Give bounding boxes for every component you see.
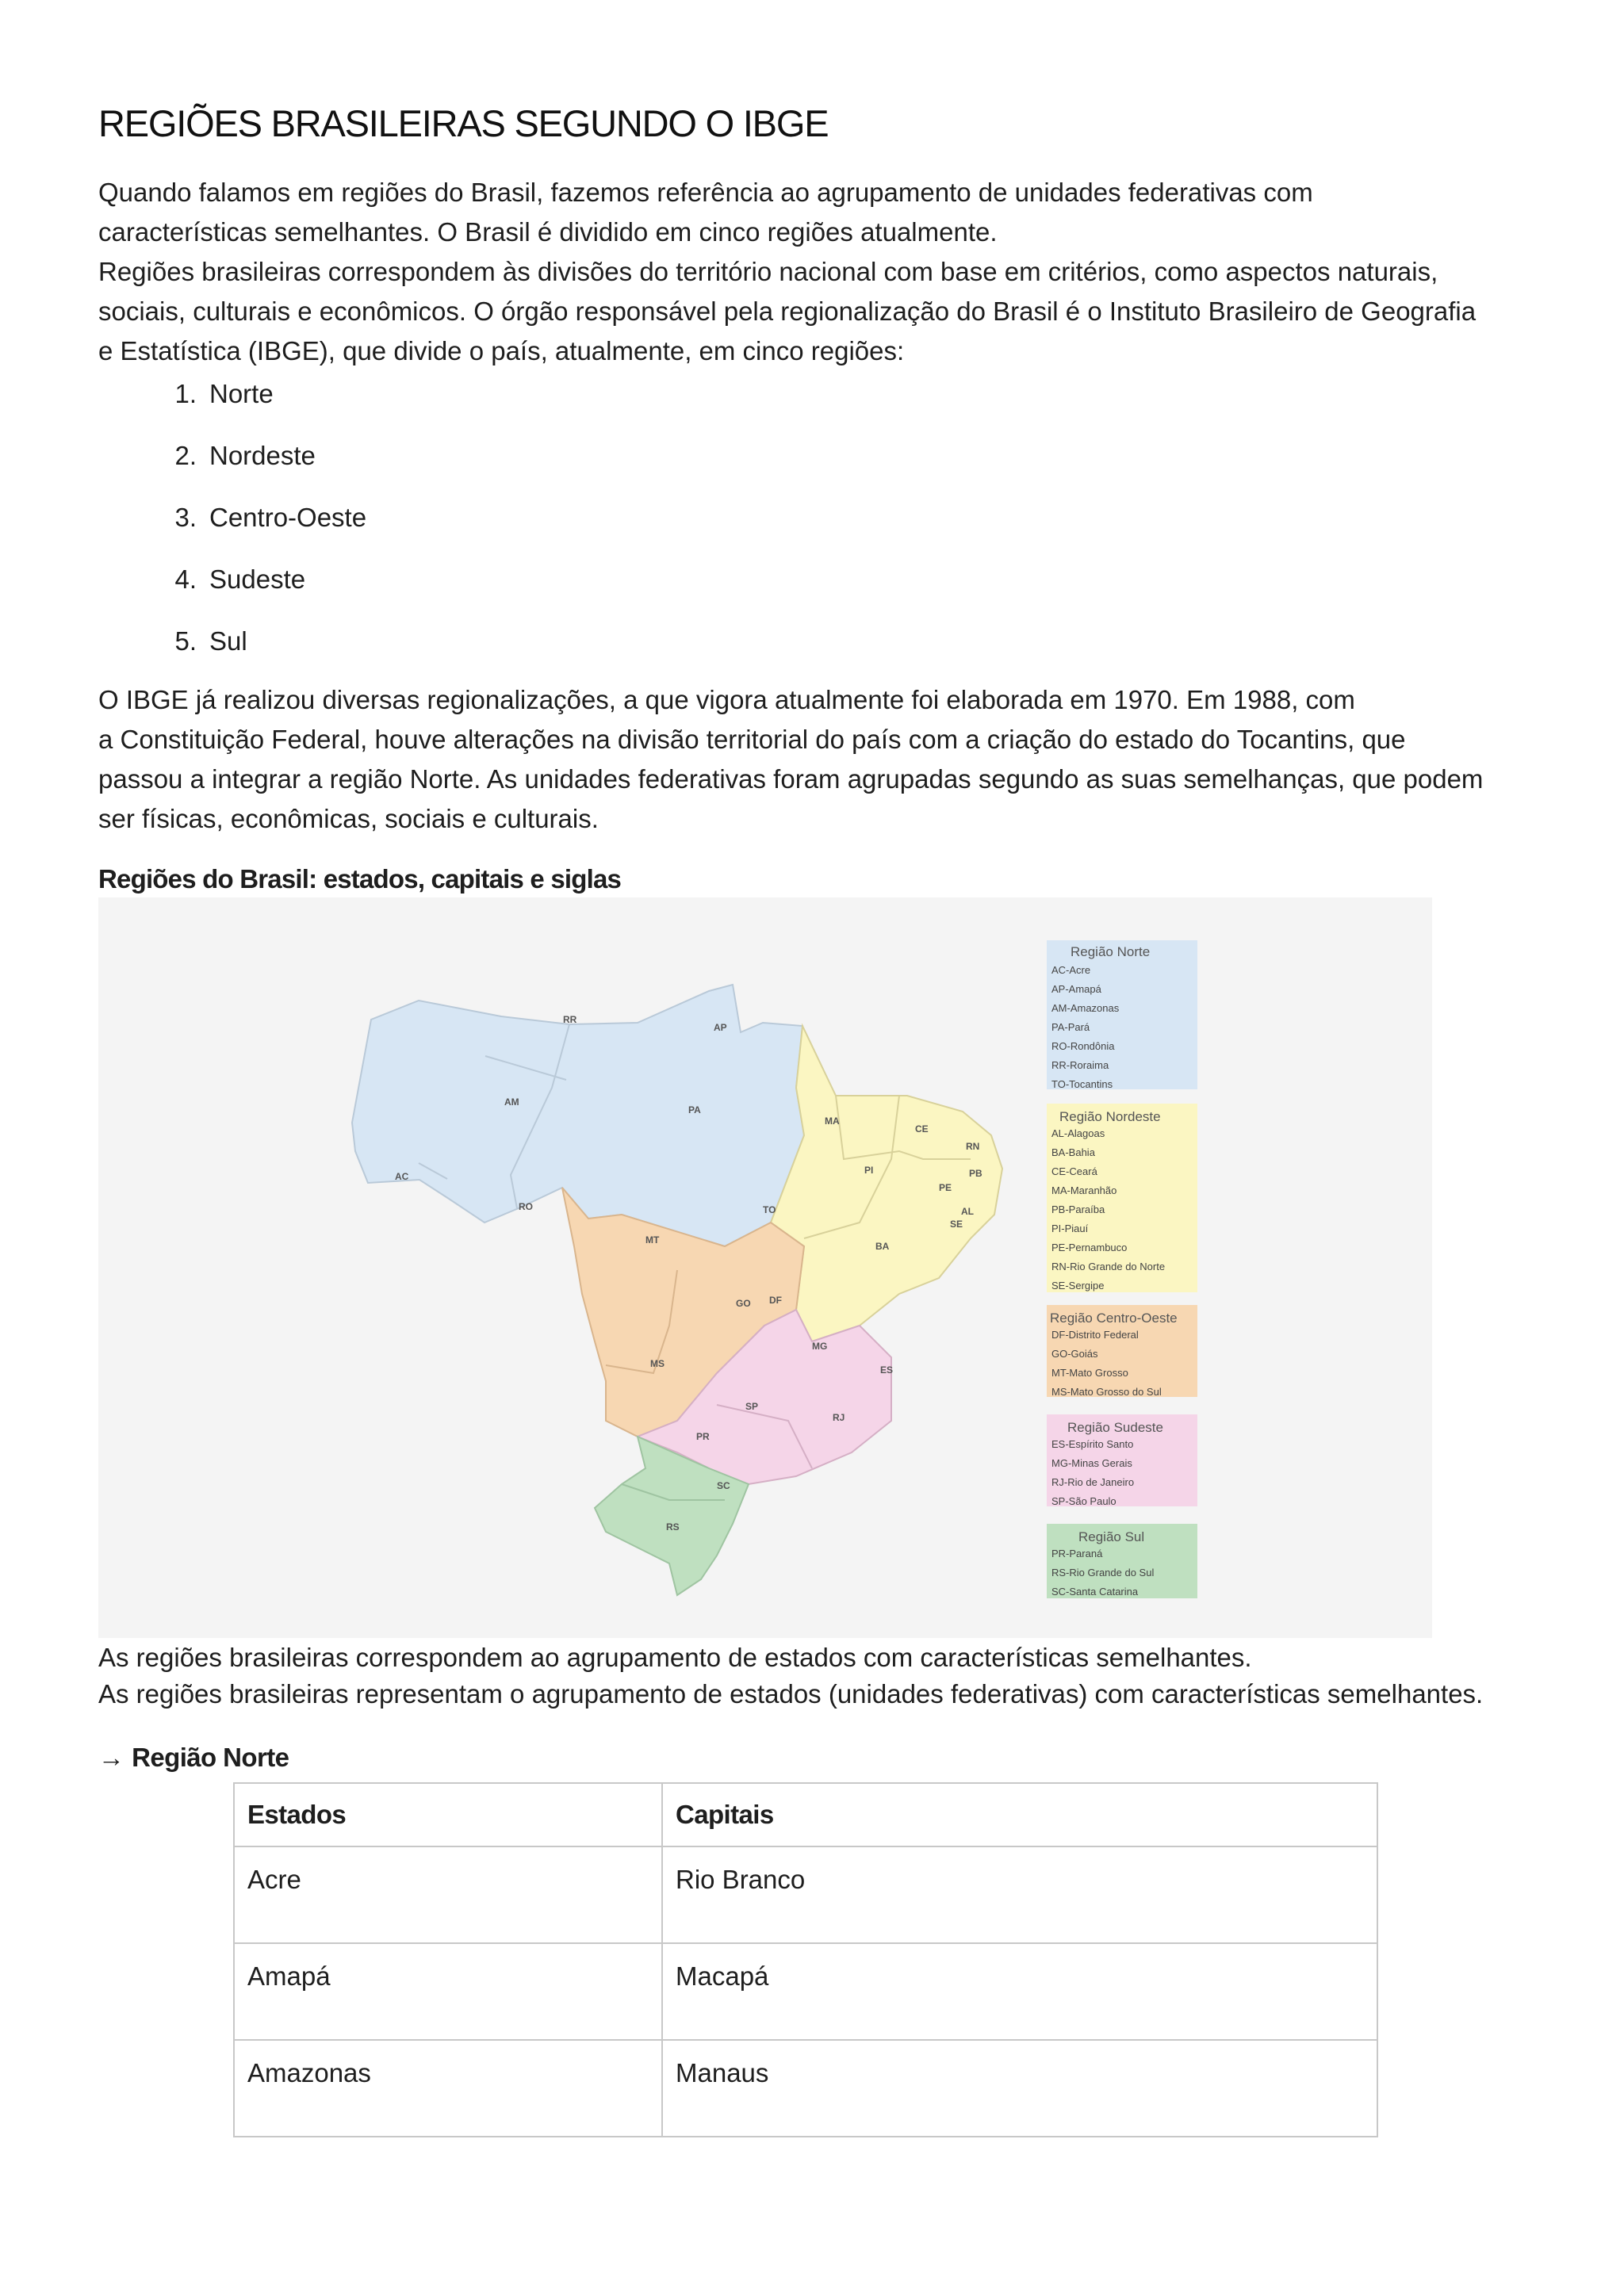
history-line: a Constituição Federal, houve alterações na divisão territorial do país com a criação do estado do Tocantins, que: [98, 725, 1406, 754]
table-row: [234, 1943, 1377, 2040]
legend-title: Região Centro-Oeste: [1050, 1311, 1178, 1326]
legend-item: AP-Amapá: [1051, 983, 1101, 995]
state-label: AL: [961, 1206, 974, 1217]
legend-norte: [1047, 940, 1197, 1090]
table-row: [234, 2040, 1377, 2137]
legend-item: PI-Piauí: [1051, 1223, 1089, 1234]
legend-title: Região Sul: [1078, 1529, 1145, 1544]
legend-item: AC-Acre: [1051, 964, 1091, 976]
state-label: PB: [969, 1168, 982, 1179]
arrow-icon: →: [98, 1743, 124, 1772]
regions-list: [146, 374, 366, 683]
state-label: MT: [645, 1234, 660, 1246]
legend-item: PA-Pará: [1051, 1021, 1090, 1033]
legend-item: SP-São Paulo: [1051, 1495, 1116, 1507]
legend-nordeste: [1047, 1104, 1197, 1292]
legend-sudeste: [1047, 1414, 1197, 1507]
region-nordeste-shape: [771, 1026, 1002, 1341]
list-item: 5. Sul: [174, 626, 247, 656]
legend-item: MS-Mato Grosso do Sul: [1051, 1386, 1162, 1398]
map-heading: Regiões do Brasil: estados, capitais e siglas: [98, 864, 622, 894]
legend-item: TO-Tocantins: [1051, 1078, 1113, 1090]
table-row: [234, 1846, 1377, 1943]
state-label: SC: [717, 1480, 730, 1491]
state-label: GO: [736, 1298, 751, 1309]
state-label: RN: [966, 1141, 980, 1152]
history-line: ser físicas, econômicas, sociais e culturais.: [98, 804, 599, 833]
legend-item: RO-Rondônia: [1051, 1040, 1115, 1052]
legend-item: RS-Rio Grande do Sul: [1051, 1567, 1155, 1578]
table-cell: Rio Branco: [662, 1846, 1377, 1943]
state-label: MG: [812, 1341, 828, 1352]
list-item: 3. Centro-Oeste: [174, 503, 367, 532]
page-title: REGIÕES BRASILEIRAS SEGUNDO O IBGE: [98, 102, 829, 144]
legend-sul: [1047, 1524, 1197, 1598]
legend-item: PE-Pernambuco: [1051, 1242, 1128, 1253]
legend-item: DF-Distrito Federal: [1051, 1329, 1139, 1341]
table-cell: Manaus: [662, 2040, 1377, 2137]
legend-item: ES-Espírito Santo: [1051, 1438, 1134, 1450]
state-label: MA: [825, 1115, 840, 1127]
caption-line: As regiões brasileiras correspondem ao agrupamento de estados com características semelhantes.: [98, 1643, 1252, 1672]
legend-item: GO-Goiás: [1051, 1348, 1098, 1360]
state-label: AC: [395, 1171, 409, 1182]
intro-line: e Estatística (IBGE), que divide o país, atualmente, em cinco regiões:: [98, 336, 905, 365]
legend-item: PR-Paraná: [1051, 1548, 1103, 1559]
column-header-capitais: Capitais: [662, 1783, 1377, 1846]
legend-item: AM-Amazonas: [1051, 1002, 1120, 1014]
legend-item: BA-Bahia: [1051, 1146, 1095, 1158]
legend-item: RJ-Rio de Janeiro: [1051, 1476, 1135, 1488]
state-label: BA: [875, 1241, 890, 1252]
state-label: PA: [688, 1104, 701, 1115]
legend-title: Região Sudeste: [1067, 1420, 1163, 1435]
legend-item: RR-Roraima: [1051, 1059, 1109, 1071]
table-cell: Amapá: [234, 1943, 662, 2040]
state-label: DF: [769, 1295, 782, 1306]
section-heading-norte: [98, 1743, 289, 1773]
intro-paragraph: [98, 173, 1526, 371]
intro-line: Quando falamos em regiões do Brasil, fazemos referência ao agrupamento de unidades federativas com: [98, 178, 1313, 207]
state-label: SP: [745, 1401, 759, 1412]
history-line: passou a integrar a região Norte. As unidades federativas foram agrupadas segundo as suas semelhanças, que podem: [98, 764, 1484, 794]
legend-title: Região Norte: [1071, 944, 1151, 959]
table-cell: Macapá: [662, 1943, 1377, 2040]
legend-item: SC-Santa Catarina: [1051, 1586, 1139, 1598]
list-item: 2. Nordeste: [174, 441, 316, 470]
state-label: PI: [864, 1165, 874, 1176]
legend-item: AL-Alagoas: [1051, 1127, 1105, 1139]
state-label: RO: [519, 1201, 533, 1212]
state-label: ES: [880, 1364, 894, 1376]
state-label: MS: [650, 1358, 665, 1369]
state-label: RR: [563, 1014, 577, 1025]
legend-item: SE-Sergipe: [1051, 1280, 1105, 1292]
legend-title: Região Nordeste: [1059, 1109, 1161, 1124]
section-title: Região Norte: [132, 1743, 289, 1772]
legend-item: RN-Rio Grande do Norte: [1051, 1261, 1166, 1272]
state-label: AP: [714, 1022, 727, 1033]
state-label: CE: [915, 1123, 929, 1135]
list-item: 1. Norte: [174, 379, 274, 408]
legend-item: MA-Maranhão: [1051, 1184, 1117, 1196]
list-item: 4. Sudeste: [174, 564, 306, 594]
norte-table: [233, 1782, 1378, 2137]
state-label: PR: [696, 1431, 710, 1442]
map-svg: [98, 897, 1432, 1638]
legend-item: MG-Minas Gerais: [1051, 1457, 1132, 1469]
legend-centro-oeste: [1047, 1305, 1197, 1398]
intro-line: características semelhantes. O Brasil é dividido em cinco regiões atualmente.: [98, 217, 998, 247]
legend-item: CE-Ceará: [1051, 1165, 1097, 1177]
state-label: PE: [939, 1182, 952, 1193]
intro-line: sociais, culturais e econômicos. O órgão responsável pela regionalização do Brasil é o Instituto Brasileiro de Geografia: [98, 297, 1477, 326]
history-paragraph: [98, 680, 1526, 839]
intro-line: Regiões brasileiras correspondem às divisões do território nacional com base em critérios, como aspectos naturais,: [98, 257, 1438, 286]
table-header-row: [234, 1783, 1377, 1846]
table-cell: Amazonas: [234, 2040, 662, 2137]
caption-line: As regiões brasileiras representam o agrupamento de estados (unidades federativas) com características semelhantes.: [98, 1679, 1484, 1709]
column-header-estados: Estados: [234, 1783, 662, 1846]
state-label: TO: [763, 1204, 776, 1215]
state-label: RJ: [833, 1412, 845, 1423]
table-cell: Acre: [234, 1846, 662, 1943]
history-line: O IBGE já realizou diversas regionalizações, a que vigora atualmente foi elaborada em 1970. Em 1988, com: [98, 685, 1355, 714]
state-label: SE: [950, 1219, 963, 1230]
state-label: RS: [666, 1521, 680, 1533]
legend-item: MT-Mato Grosso: [1051, 1367, 1128, 1379]
legend-item: PB-Paraíba: [1051, 1203, 1105, 1215]
brazil-regions-map: [98, 897, 1432, 1638]
map-caption: [98, 1640, 1483, 1712]
state-label: AM: [504, 1096, 519, 1108]
